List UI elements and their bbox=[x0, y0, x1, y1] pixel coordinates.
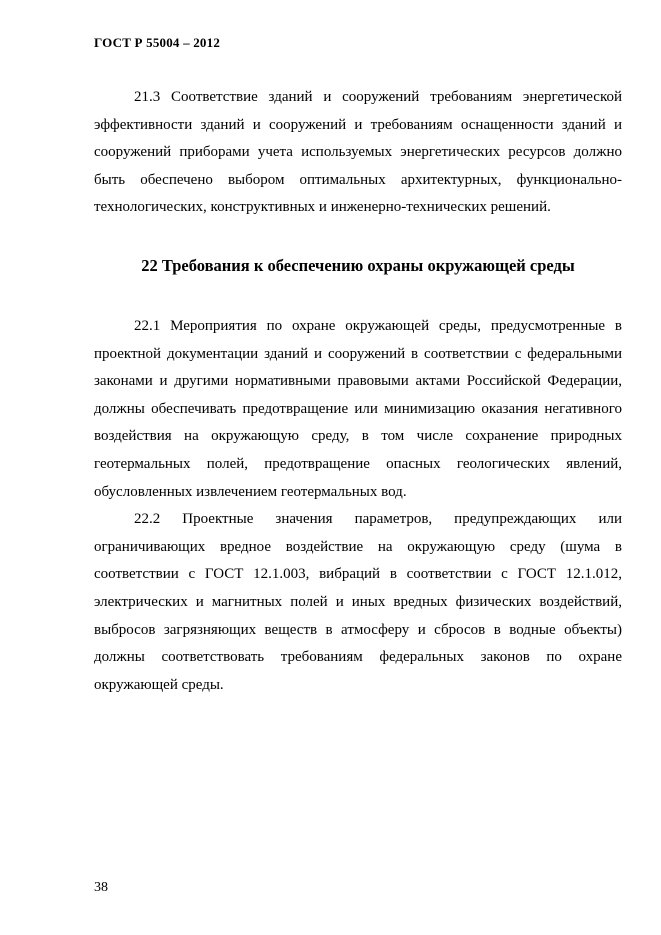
paragraph-22-2: 22.2 Проектные значения параметров, предупреждающих или ограничивающих вредное воздействие на окружающую среду (шума в соответствии с ГОСТ 12.1.003, вибраций в соответствии с ГОСТ 12.1.012, электрических и магнитных полей и иных вредных физических воздействий, выбросов загрязняющих веществ в атмосферу и сбросов в водные объекты) должны соответствовать требованиям федеральных законов по охране окружающей среды. bbox=[94, 511, 622, 693]
document-header: ГОСТ Р 55004 – 2012 bbox=[94, 35, 221, 50]
section-22-body bbox=[94, 313, 622, 699]
section-21-3 bbox=[94, 84, 622, 222]
page-number: 38 bbox=[94, 880, 108, 895]
paragraph-22-1: 22.1 Мероприятия по охране окружающей среды, предусмотренные в проектной документации зданий и сооружений в соответствии с федеральными законами и другими нормативными правовыми актами Российской Федерации, должны обеспечивать предотвращение или минимизацию оказания негативного воздействия на окружающую среду, в том числе сохранение природных геотермальных полей, предотвращение опасных геологических явлений, обусловленных извлечением геотермальных вод. bbox=[94, 318, 622, 500]
section-22-heading: 22 Требования к обеспечению охраны окружающей среды bbox=[141, 256, 575, 275]
paragraph-21-3: 21.3 Соответствие зданий и сооружений требованиям энергетической эффективности зданий и сооружений и требованиям оснащенности зданий и сооружений приборами учета используемых энергетических ресурсов должно быть обеспечено выбором оптимальных архитектурных, функционально-технологических, конструктивных и инженерно-технических решений. bbox=[94, 89, 622, 216]
